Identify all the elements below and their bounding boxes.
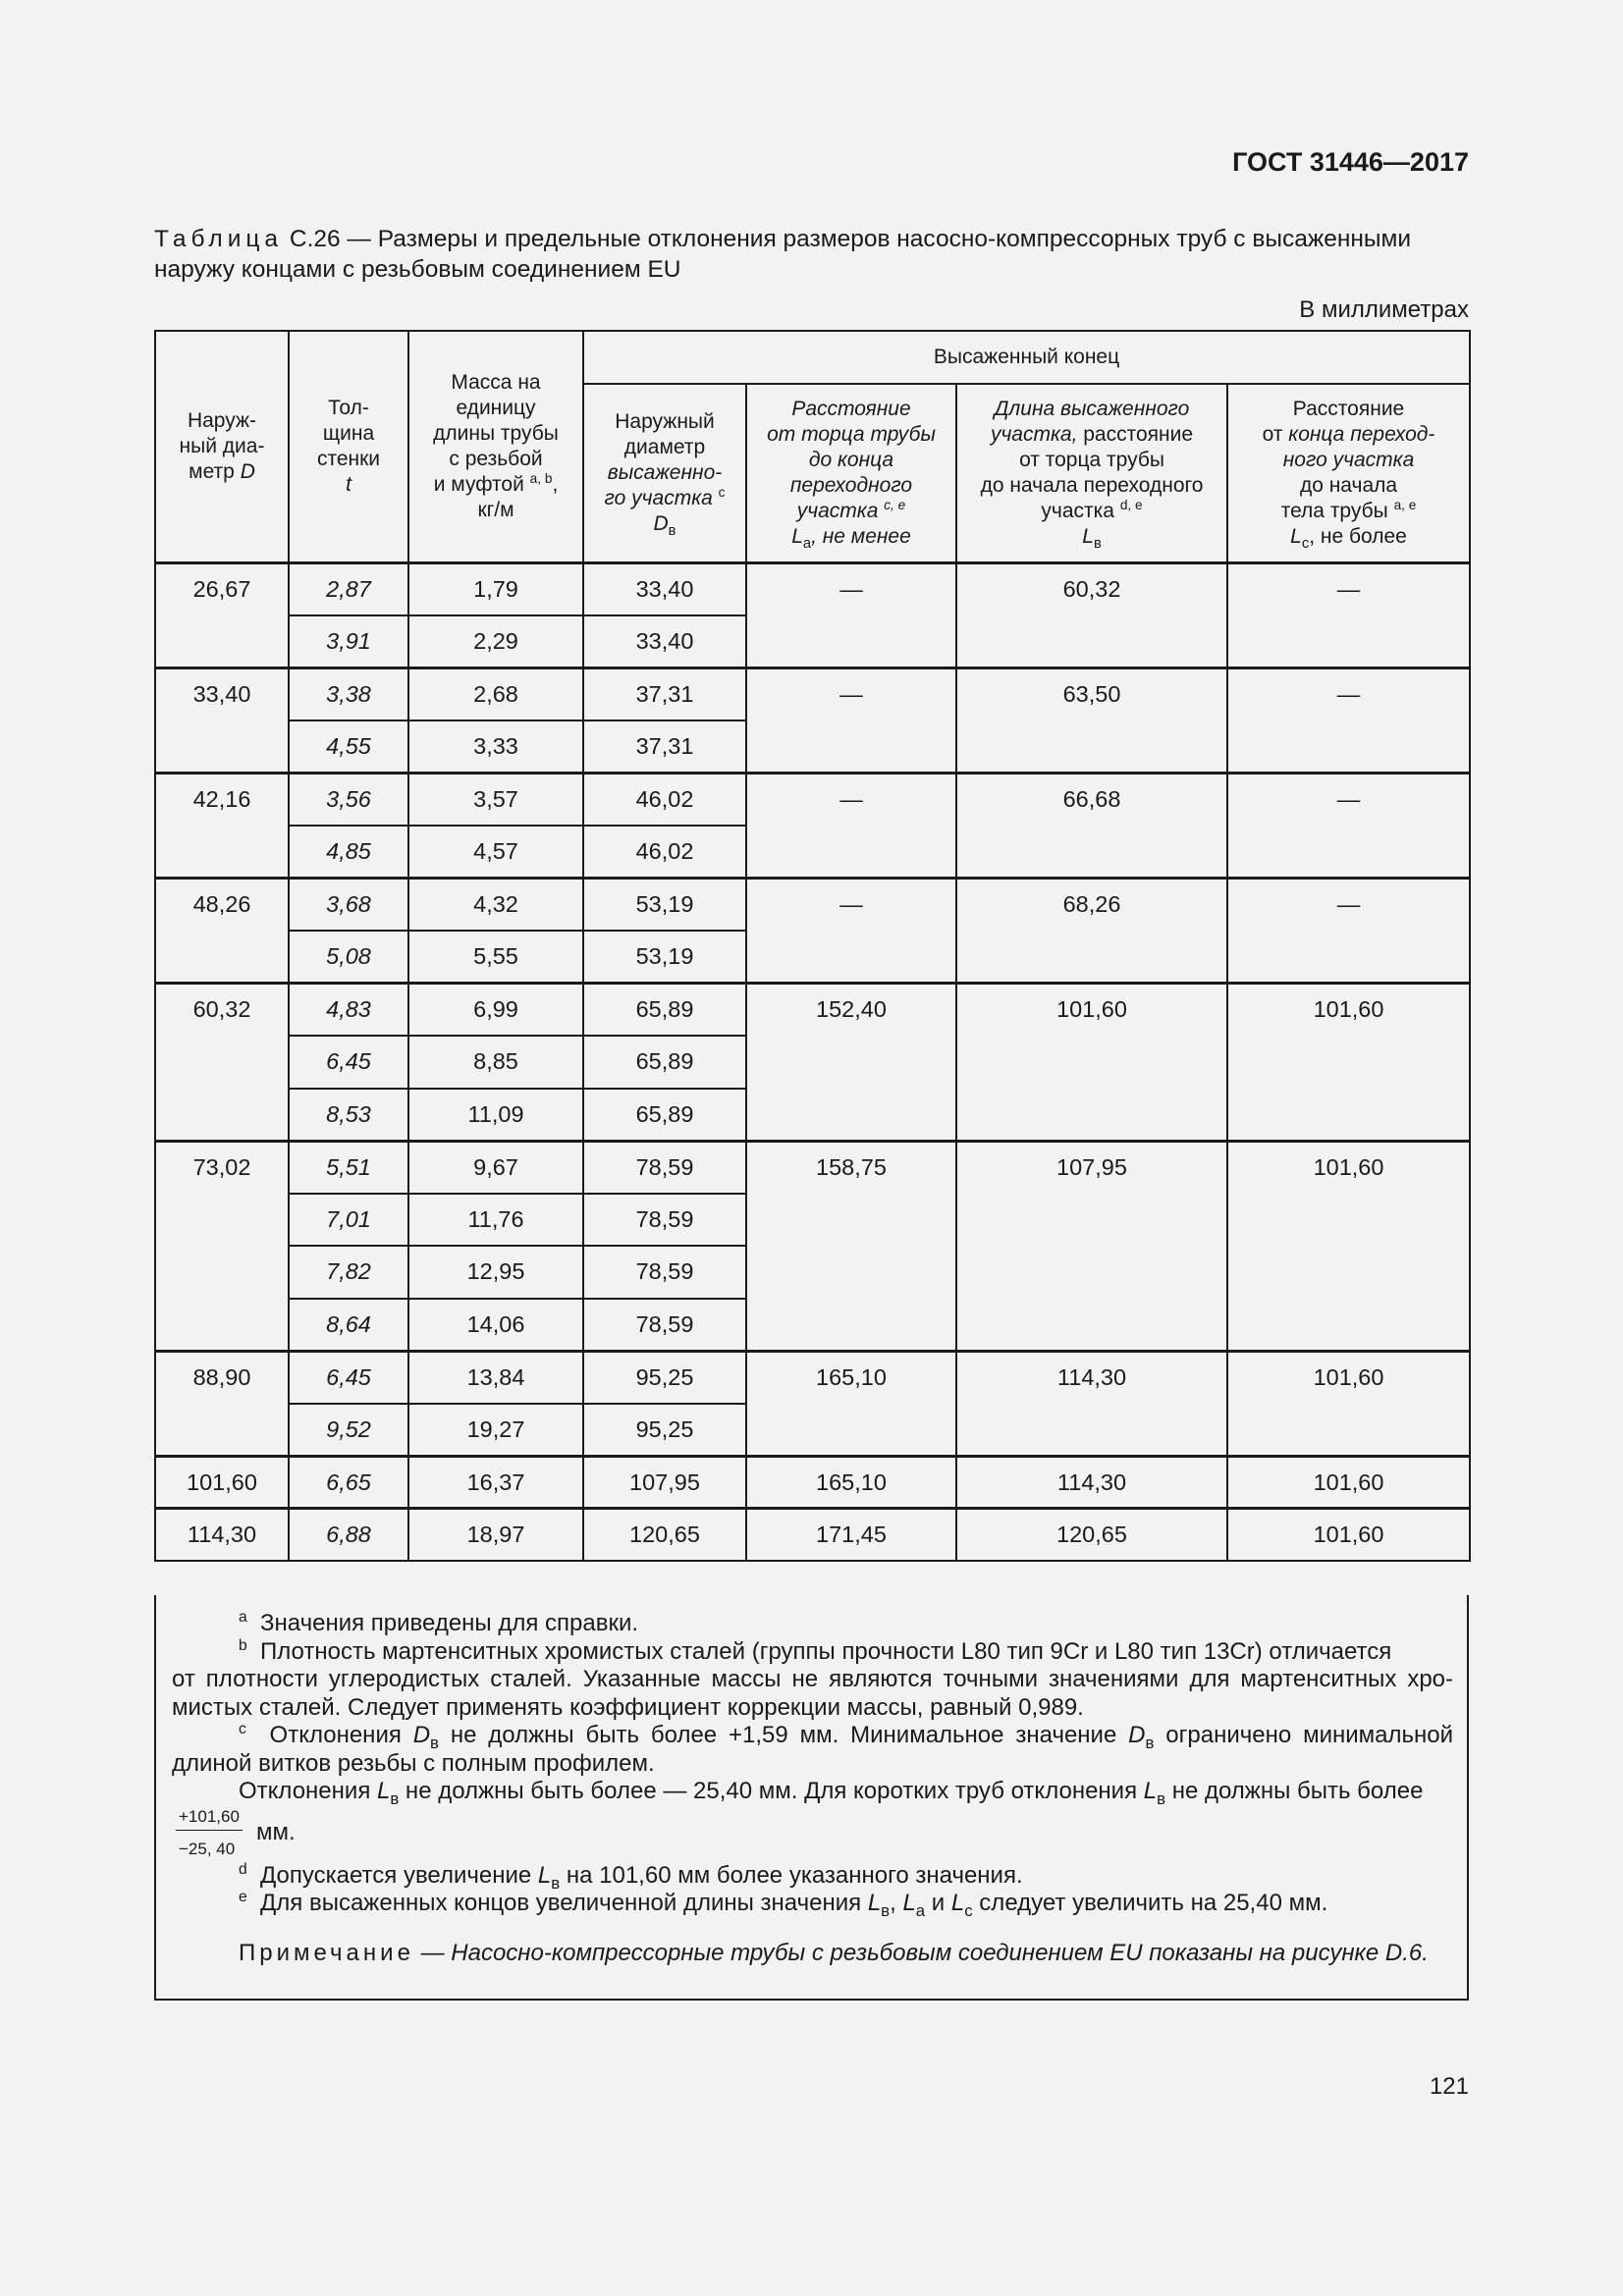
cell-wall-thickness: 3,38 [289,668,408,721]
cell-upset-diameter: 78,59 [583,1246,746,1299]
cell-outer-diameter: 101,60 [155,1456,289,1509]
cell-outer-diameter: 60,32 [155,984,289,1142]
cell-la: 171,45 [746,1509,956,1562]
cell-mass: 4,57 [408,826,583,879]
cell-lb: 101,60 [956,984,1227,1142]
cell-lb: 120,65 [956,1509,1227,1562]
cell-lc: — [1227,563,1470,668]
cell-wall-thickness: 4,55 [289,721,408,774]
cell-la: — [746,668,956,774]
cell-outer-diameter: 73,02 [155,1141,289,1351]
cell-outer-diameter: 48,26 [155,879,289,984]
cell-outer-diameter: 33,40 [155,668,289,774]
table-row [155,563,1470,616]
cell-mass: 19,27 [408,1404,583,1457]
cell-wall-thickness: 5,51 [289,1141,408,1194]
cell-upset-diameter: 46,02 [583,774,746,827]
cell-wall-thickness: 3,56 [289,774,408,827]
cell-mass: 5,55 [408,931,583,984]
cell-upset-diameter: 33,40 [583,563,746,616]
cell-lb: 63,50 [956,668,1227,774]
caption-label: Таблица [154,226,284,252]
cell-mass: 6,99 [408,984,583,1037]
cell-la: 165,10 [746,1351,956,1456]
cell-upset-diameter: 53,19 [583,879,746,932]
cell-outer-diameter: 26,67 [155,563,289,668]
table-row [155,774,1470,827]
cell-mass: 1,79 [408,563,583,616]
cell-mass: 11,76 [408,1194,583,1247]
cell-lb: 66,68 [956,774,1227,879]
caption-text: C.26 — Размеры и предельные отклонения размеров насосно-компрессорных труб с высаженными наружу концами с резьбовым соединением EU [154,226,1412,283]
cell-upset-diameter: 37,31 [583,721,746,774]
cell-upset-diameter: 33,40 [583,615,746,668]
cell-wall-thickness: 7,01 [289,1194,408,1247]
cell-la: 158,75 [746,1141,956,1351]
cell-lb: 114,30 [956,1351,1227,1456]
col-header-upset-diameter: Наружный диаметр высаженно- го участка $^c$ $D_в$ [583,384,746,563]
cell-upset-diameter: 78,59 [583,1194,746,1247]
col-header-outer-diameter: Наруж- ный диа- метр D [155,331,289,563]
cell-upset-diameter: 78,59 [583,1141,746,1194]
footnote-c-fraction-line: $\frac{+101,60}{-25, 40}$ мм. [172,1808,1453,1858]
cell-lb: 60,32 [956,563,1227,668]
cell-upset-diameter: 78,59 [583,1299,746,1352]
units-label: В миллиметрах [1299,296,1469,323]
cell-mass: 3,57 [408,774,583,827]
cell-lc: 101,60 [1227,1456,1470,1509]
cell-la: — [746,563,956,668]
cell-mass: 2,29 [408,615,583,668]
tolerance-fraction: $\frac{+101,60}{-25, 40}$ [176,1808,243,1858]
cell-lc: — [1227,774,1470,879]
cell-mass: 11,09 [408,1089,583,1142]
footnote-a: $^a$ Значения приведены для справки. [239,1609,639,1636]
cell-wall-thickness: 4,83 [289,984,408,1037]
cell-mass: 3,33 [408,721,583,774]
footnote-d: $^d$ Допускается увеличение $L_в$ на 101,60 мм более указанного значения. [239,1860,1023,1893]
table-row [155,1141,1470,1194]
table-caption [154,224,1470,285]
cell-wall-thickness: 7,82 [289,1246,408,1299]
cell-lc: — [1227,879,1470,984]
cell-wall-thickness: 8,53 [289,1089,408,1142]
table-row [155,1456,1470,1509]
table-row [155,879,1470,932]
cell-lb: 68,26 [956,879,1227,984]
footnote-c-para2: Отклонения $L_в$ не должны быть более — 25,40 мм. Для коротких труб отклонения $L_в$ не должны быть более [239,1778,1424,1808]
table-row [155,1351,1470,1404]
cell-outer-diameter: 88,90 [155,1351,289,1456]
footnote-b-line1: $^b$ Плотность мартенситных хромистых сталей (группы прочности L80 тип 9Cr и L80 тип 13Cr) отличается [239,1636,1392,1665]
cell-wall-thickness: 9,52 [289,1404,408,1457]
col-header-wall-thickness: Тол- щина стенки t [289,331,408,563]
cell-mass: 18,97 [408,1509,583,1562]
cell-lc: 101,60 [1227,1141,1470,1351]
table-row [155,1509,1470,1562]
cell-lc: — [1227,668,1470,774]
footnote-b-cont: от плотности углеродистых сталей. Указанные массы не являются точными значениями для мартенситных хро-мистых сталей. Следует применять коэффициент коррекции массы, равный 0,989. [172,1666,1453,1721]
cell-upset-diameter: 107,95 [583,1456,746,1509]
cell-mass: 12,95 [408,1246,583,1299]
cell-mass: 4,32 [408,879,583,932]
cell-upset-diameter: 46,02 [583,826,746,879]
cell-la: — [746,879,956,984]
cell-lc: 101,60 [1227,984,1470,1142]
footnote-c-para1: $^c$ Отклонения $D_в$ не должны быть более +1,59 мм. Минимальное значение $D_в$ ограничено минимальной длиной витков резьбы с полным профилем. [172,1721,1453,1777]
cell-wall-thickness: 5,08 [289,931,408,984]
cell-wall-thickness: 6,45 [289,1351,408,1404]
cell-mass: 13,84 [408,1351,583,1404]
cell-wall-thickness: 3,91 [289,615,408,668]
cell-wall-thickness: 6,45 [289,1036,408,1089]
cell-outer-diameter: 114,30 [155,1509,289,1562]
cell-la: — [746,774,956,879]
cell-lc: 101,60 [1227,1509,1470,1562]
col-header-la: Расстояние от торца трубы до конца переходного участка $^{c, e}$ $L_a$, не менее [746,384,956,563]
cell-upset-diameter: 65,89 [583,1089,746,1142]
cell-upset-diameter: 65,89 [583,1036,746,1089]
cell-outer-diameter: 42,16 [155,774,289,879]
col-header-lb: Длина высаженного участка, расстояние от торца трубы до начала переходного участка $^{d, e}$ $L_в$ [956,384,1227,563]
cell-upset-diameter: 53,19 [583,931,746,984]
footnote-e: $^e$ Для высаженных концов увеличенной длины значения $L_в$, $L_a$ и $L_c$ следует увеличить на 25,40 мм. [239,1889,1328,1920]
dimensions-table [154,330,1471,1562]
cell-mass: 14,06 [408,1299,583,1352]
cell-upset-diameter: 95,25 [583,1404,746,1457]
cell-wall-thickness: 4,85 [289,826,408,879]
cell-lb: 107,95 [956,1141,1227,1351]
table-footnotes [154,1595,1469,2001]
col-header-upset-end: Высаженный конец [583,331,1470,384]
cell-wall-thickness: 3,68 [289,879,408,932]
document-id: ГОСТ 31446—2017 [1232,147,1469,177]
cell-wall-thickness: 6,65 [289,1456,408,1509]
cell-la: 152,40 [746,984,956,1142]
cell-la: 165,10 [746,1456,956,1509]
cell-lb: 114,30 [956,1456,1227,1509]
cell-wall-thickness: 8,64 [289,1299,408,1352]
cell-wall-thickness: 6,88 [289,1509,408,1562]
cell-upset-diameter: 37,31 [583,668,746,721]
table-body [155,563,1470,1562]
cell-mass: 9,67 [408,1141,583,1194]
col-header-lc: Расстояние от конца переход- ного участка до начала тела трубы $^{a, e}$ $L_c$, не более [1227,384,1470,563]
cell-mass: 8,85 [408,1036,583,1089]
cell-lc: 101,60 [1227,1351,1470,1456]
cell-upset-diameter: 65,89 [583,984,746,1037]
cell-upset-diameter: 95,25 [583,1351,746,1404]
cell-mass: 16,37 [408,1456,583,1509]
cell-mass: 2,68 [408,668,583,721]
table-row [155,668,1470,721]
cell-wall-thickness: 2,87 [289,563,408,616]
table-note: Примечание — Насосно-компрессорные трубы с резьбовым соединением EU показаны на рисунке D.6. [239,1939,1429,1966]
table-row [155,984,1470,1037]
col-header-mass: Масса на единицу длины трубы с резьбой и муфтой $^{a, b}$, кг/м [408,331,583,563]
cell-upset-diameter: 120,65 [583,1509,746,1562]
page-number: 121 [1429,2073,1469,2100]
